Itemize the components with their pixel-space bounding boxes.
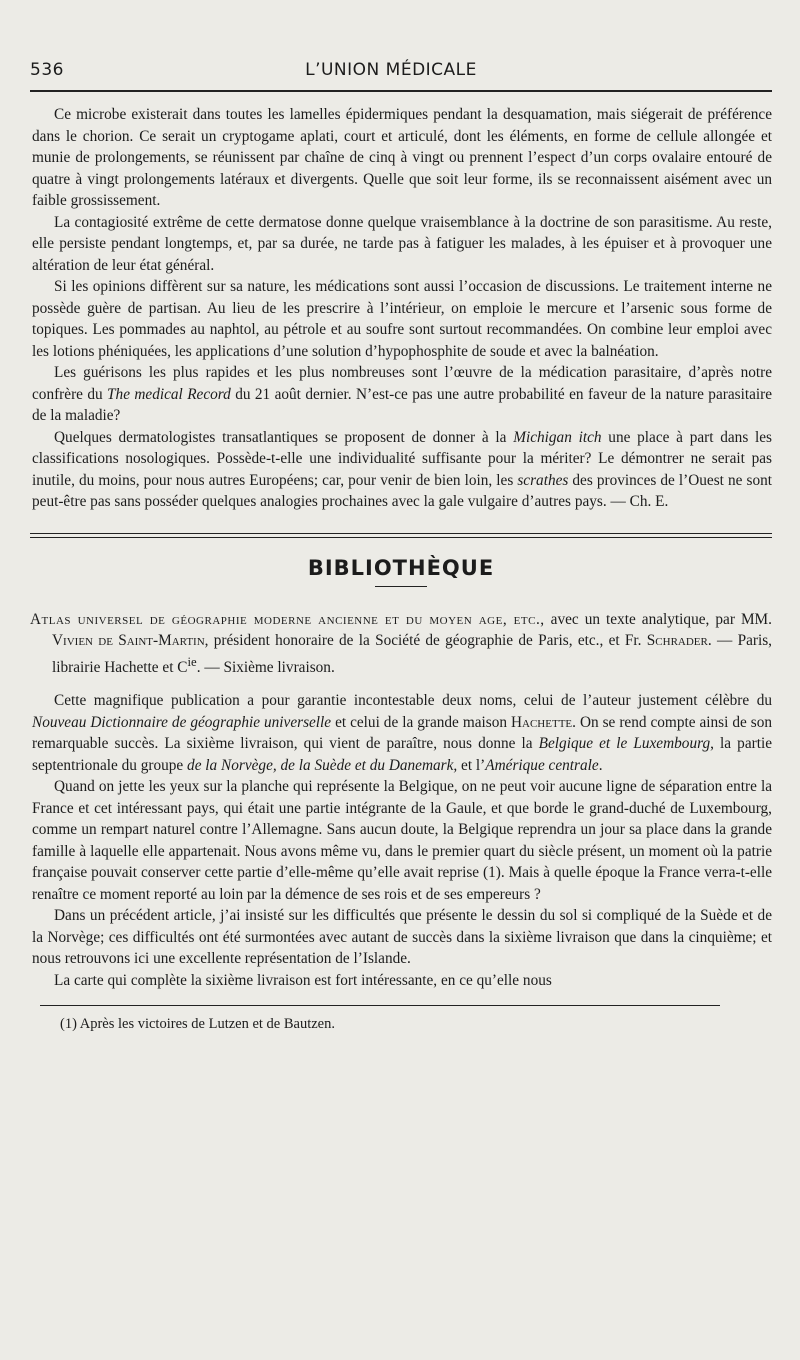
review-body [30,690,772,991]
bibliography-entry [30,609,772,679]
text-run: Les guérisons les plus rapides et les plus nombreuses sont l’œuvre de la médication parasitaire, d’après notre confrère du [32,364,772,403]
italic-title: Nouveau Dictionnaire de géographie universelle [32,713,332,731]
italic-term: Amérique centrale [485,756,599,774]
page-number: 536 [30,60,64,80]
text-run: Cette magnifique publication a pour garantie incontestable deux noms, celui de l’auteur justement célèbre du [54,692,772,710]
text-run: . — Sixième livraison. [196,658,335,676]
text-run: , la partie septentrionale du groupe [32,735,772,774]
book-title: Atlas universel de géographie moderne ancienne et du moyen age, etc., [30,610,545,628]
running-header [30,60,772,88]
footnote-rule [40,1005,720,1006]
text-run: une place à part dans les classifications nosologiques. Possède-t-elle une individualité suffisante pour la mériter? Le démontrer ne serait pas inutile, du moins, pour nous autres Européens; car, pour venir de bien loin, les [32,428,773,489]
author-name: Vivien de Saint-Martin [52,632,205,649]
italic-term: Belgique et le Luxembourg [538,735,711,753]
section-title: BIBLIOTHÈQUE [307,555,495,580]
header-rule [30,90,772,92]
title-underline [375,586,427,587]
italic-term: Michigan itch [513,428,602,446]
journal-title: L’UNION MÉDICALE [305,60,477,80]
article-continuation [30,104,772,513]
text-run: . On se rend compte ainsi de son remarquable succès. La sixième livraison, qui vient de paraître, nous donne la [32,713,773,753]
text-run: du 21 août dernier. N’est-ce pas une autre probabilité en faveur de la nature parasitaire de la maladie? [32,385,772,424]
publisher-name: Hachette [510,713,573,731]
section-divider [30,533,772,538]
footnote: (1) Après les victoires de Lutzen et de Bautzen. [60,1016,335,1033]
text-run: . — Paris, librairie Hachette et C [52,632,772,676]
italic-term: de la Norvège, de la Suède et du Danemark, [187,756,458,774]
text-run: Quelques dermatologistes transatlantiques se proposent de donner à la [54,428,514,446]
article-paragraph: Ce microbe existerait dans toutes les lamelles épidermiques pendant la desquamation, mais siégerait de préférence dans le chorion. Ce serait un cryptogame aplati, court et articulé, dont les éléments, en forme de cellule allongée et munie de prolongements, se réunissent par chaîne de cinq à vingt ou prennent l’espect d’un corps ovalaire entouré de quatre à vingt prolongements latéraux et divergents. Quelle que soit leur forme, ils se reconnaissent aisément avec un faible grossissement. [32,106,772,209]
review-paragraph: Dans un précédent article, j’ai insisté sur les difficultés que présente le dessin du sol si compliqué de la Suède et de la Norvège; ces difficultés ont été surmontées avec autant de succès dans la sixième livraison que dans la cinquième; et nous retrouvons ici une excellente représentation de l’Islande. [32,907,772,968]
journal-citation: The medical Record [107,385,231,403]
review-paragraph: Quand on jette les yeux sur la planche qui représente la Belgique, on ne peut voir aucune ligne de séparation entre la France et cet intéressant pays, qui était une partie intégrante de la Gaule, et que borde le grand-duché de Luxembourg, comme un rempart naturel contre l’Allemagne. Sans aucun doute, la Belgique reprendra un jour sa place dans la grande famille à laquelle elle appartenait. Nous avons même vu, dans le premier quart du siècle présent, un moment où la patrie française pouvait conserver cette partie d’elle-même qu’elle avait reprise (1). Mais à quelle époque la France verra-t-elle renaître ce moment reporté au loin par la démence de ses rois et de ses empereurs ? [32,778,772,903]
review-paragraph [32,690,772,776]
superscript: ie [187,654,197,669]
text-run: des provinces de l’Ouest ne sont peut-être pas sans posséder quelques analogies prochaines avec la gale vulgaire d’autres pays. — Ch. E. [32,471,772,510]
review-paragraph: La carte qui complète la sixième livraison est fort intéressante, en ce qu’elle nous [54,971,552,989]
article-paragraph [32,427,772,513]
author-name: Schrader [646,632,708,649]
article-paragraph: Si les opinions diffèrent sur sa nature, les médications sont aussi l’occasion de discussions. Le traitement interne ne possède guère de partisan. Au lieu de les prescrire à l’intérieur, on emploie le mercure et l’arsenic sous forme de topiques. Les pommades au naphtol, au pétrole et au soufre sont surtout recommandées. On combine leur emploi avec les lotions phéniquées, les applications d’une solution d’hypophosphite de soude et avec la balnéation. [32,278,772,360]
text-run: et celui de la grande maison [331,713,511,731]
text-run: , président honoraire de la Société de géographie de Paris, etc., et Fr. [204,632,647,649]
text-run: . [598,756,603,774]
italic-term: scrathes [517,471,569,489]
text-run: et l’ [457,756,486,774]
article-paragraph: La contagiosité extrême de cette dermatose donne quelque vraisemblance à la doctrine de son parasitisme. Au reste, elle persiste pendant longtemps, et, par sa durée, ne tarde pas à fatiguer les malades, à les épuiser et à provoquer une altération de leur état général. [32,213,772,274]
article-paragraph [32,362,772,427]
text-run: avec un texte analytique, par MM. [544,610,772,628]
